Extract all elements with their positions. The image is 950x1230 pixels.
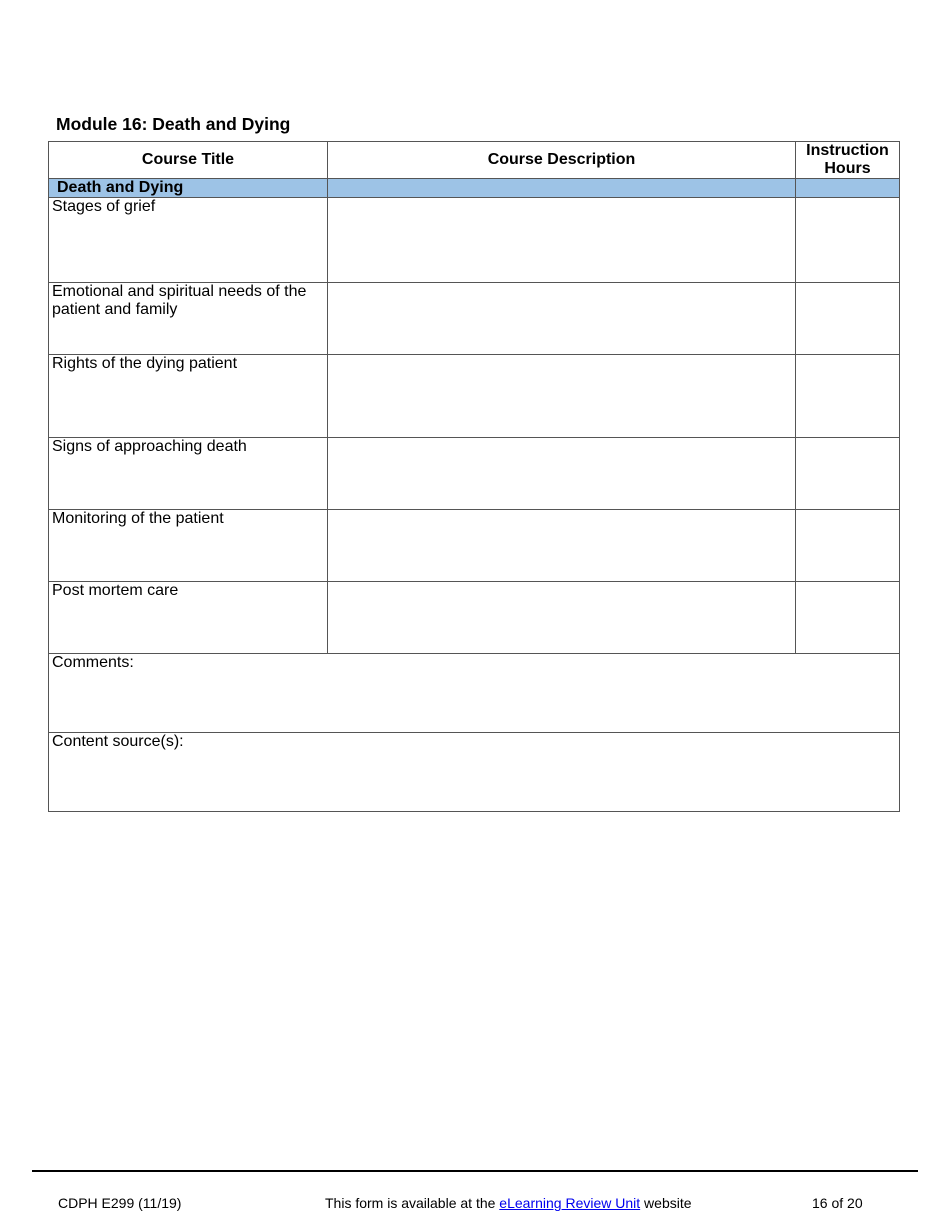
- elearning-review-unit-link[interactable]: eLearning Review Unit: [499, 1195, 641, 1211]
- section-label: Death and Dying: [49, 179, 328, 198]
- table-row: [49, 582, 900, 654]
- instruction-hours-cell[interactable]: [796, 438, 900, 510]
- course-title-cell: Rights of the dying patient: [49, 355, 328, 438]
- course-description-cell[interactable]: [328, 355, 796, 438]
- comments-row: [49, 654, 900, 733]
- table-row: [49, 438, 900, 510]
- instruction-hours-cell[interactable]: [796, 355, 900, 438]
- content-source-row: [49, 733, 900, 812]
- course-title-cell: Stages of grief: [49, 198, 328, 283]
- availability-note: [325, 1195, 692, 1211]
- table-row: [49, 510, 900, 582]
- course-description-cell[interactable]: [328, 438, 796, 510]
- instruction-hours-cell[interactable]: [796, 283, 900, 355]
- footer-divider: [32, 1170, 918, 1172]
- instruction-hours-cell[interactable]: [796, 198, 900, 283]
- course-title-cell: Emotional and spiritual needs of the patient and family: [49, 283, 328, 355]
- availability-prefix: This form is available at the: [325, 1195, 500, 1211]
- course-title-cell: Monitoring of the patient: [49, 510, 328, 582]
- course-description-cell[interactable]: [328, 198, 796, 283]
- course-description-cell[interactable]: [328, 283, 796, 355]
- instruction-hours-cell[interactable]: [796, 582, 900, 654]
- header-instruction-hours: Instruction Hours: [796, 142, 900, 179]
- course-title-cell: Signs of approaching death: [49, 438, 328, 510]
- section-row: [49, 179, 900, 198]
- comments-field[interactable]: Comments:: [49, 654, 900, 733]
- header-course-title: Course Title: [49, 142, 328, 179]
- form-id: CDPH E299 (11/19): [58, 1195, 182, 1211]
- instruction-hours-cell[interactable]: [796, 510, 900, 582]
- course-title-cell: Post mortem care: [49, 582, 328, 654]
- content-source-field[interactable]: Content source(s):: [49, 733, 900, 812]
- page-number: 16 of 20: [812, 1195, 863, 1211]
- course-table: [48, 141, 900, 812]
- table-header-row: [49, 142, 900, 179]
- page-title: Module 16: Death and Dying: [56, 114, 291, 134]
- course-description-cell[interactable]: [328, 510, 796, 582]
- header-course-description: Course Description: [328, 142, 796, 179]
- section-hours-cell: [796, 179, 900, 198]
- table-row: [49, 198, 900, 283]
- table-row: [49, 355, 900, 438]
- course-description-cell[interactable]: [328, 582, 796, 654]
- section-description-cell: [328, 179, 796, 198]
- table-row: [49, 283, 900, 355]
- availability-suffix: website: [640, 1195, 692, 1211]
